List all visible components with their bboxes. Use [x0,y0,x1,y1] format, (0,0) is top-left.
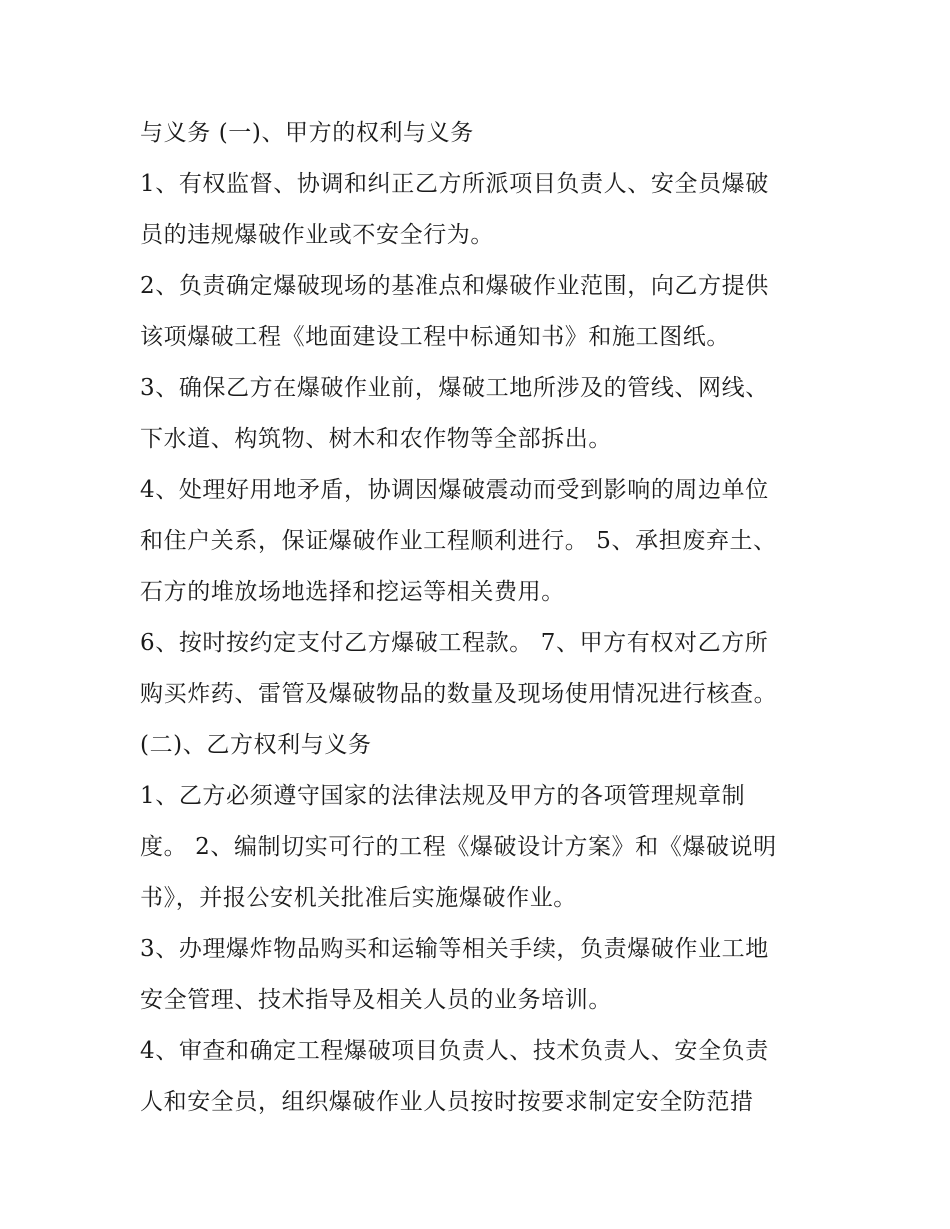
text-line: 人和安全员，组织爆破作业人员按时按要求制定安全防范措 [140,1089,754,1115]
text-line: 购买炸药、雷管及爆破物品的数量及现场使用情况进行核查。 [140,681,778,707]
text-line: 4、审查和确定工程爆破项目负责人、技术负责人、安全负责 [140,1038,769,1064]
text-line: 度。 2、编制切实可行的工程《爆破设计方案》和《爆破说明 [140,834,777,860]
text-line: 下水道、构筑物、树木和农作物等全部拆出。 [140,426,612,452]
text-line: 3、确保乙方在爆破作业前，爆破工地所涉及的管线、网线、 [140,375,769,401]
text-line: 书》，并报公安机关批准后实施爆破作业。 [140,885,577,911]
text-line: 石方的堆放场地选择和挖运等相关费用。 [140,579,565,605]
document-body [140,108,820,1128]
text-line: 1、有权监督、协调和纠正乙方所派项目负责人、安全员爆破 [140,171,769,197]
text-line: 4、处理好用地矛盾，协调因爆破震动而受到影响的周边单位 [140,477,769,503]
heading-party-a-rights: 与义务 (一)、甲方的权利与义务 [140,120,474,146]
text-line: 6、按时按约定支付乙方爆破工程款。 7、甲方有权对乙方所 [140,630,769,656]
text-line: 该项爆破工程《地面建设工程中标通知书》和施工图纸。 [140,324,730,350]
text-line: 2、负责确定爆破现场的基准点和爆破作业范围，向乙方提供 [140,273,769,299]
text-line: 1、乙方必须遵守国家的法律法规及甲方的各项管理规章制 [140,783,746,809]
text-line: 3、办理爆炸物品购买和运输等相关手续，负责爆破作业工地 [140,936,769,962]
text-line: 员的违规爆破作业或不安全行为。 [140,222,494,248]
heading-party-b-rights: (二)、乙方权利与义务 [140,732,372,758]
text-line: 和住户关系，保证爆破作业工程顺利进行。 5、承担废弃土、 [140,528,777,554]
text-line: 安全管理、技术指导及相关人员的业务培训。 [140,987,612,1013]
